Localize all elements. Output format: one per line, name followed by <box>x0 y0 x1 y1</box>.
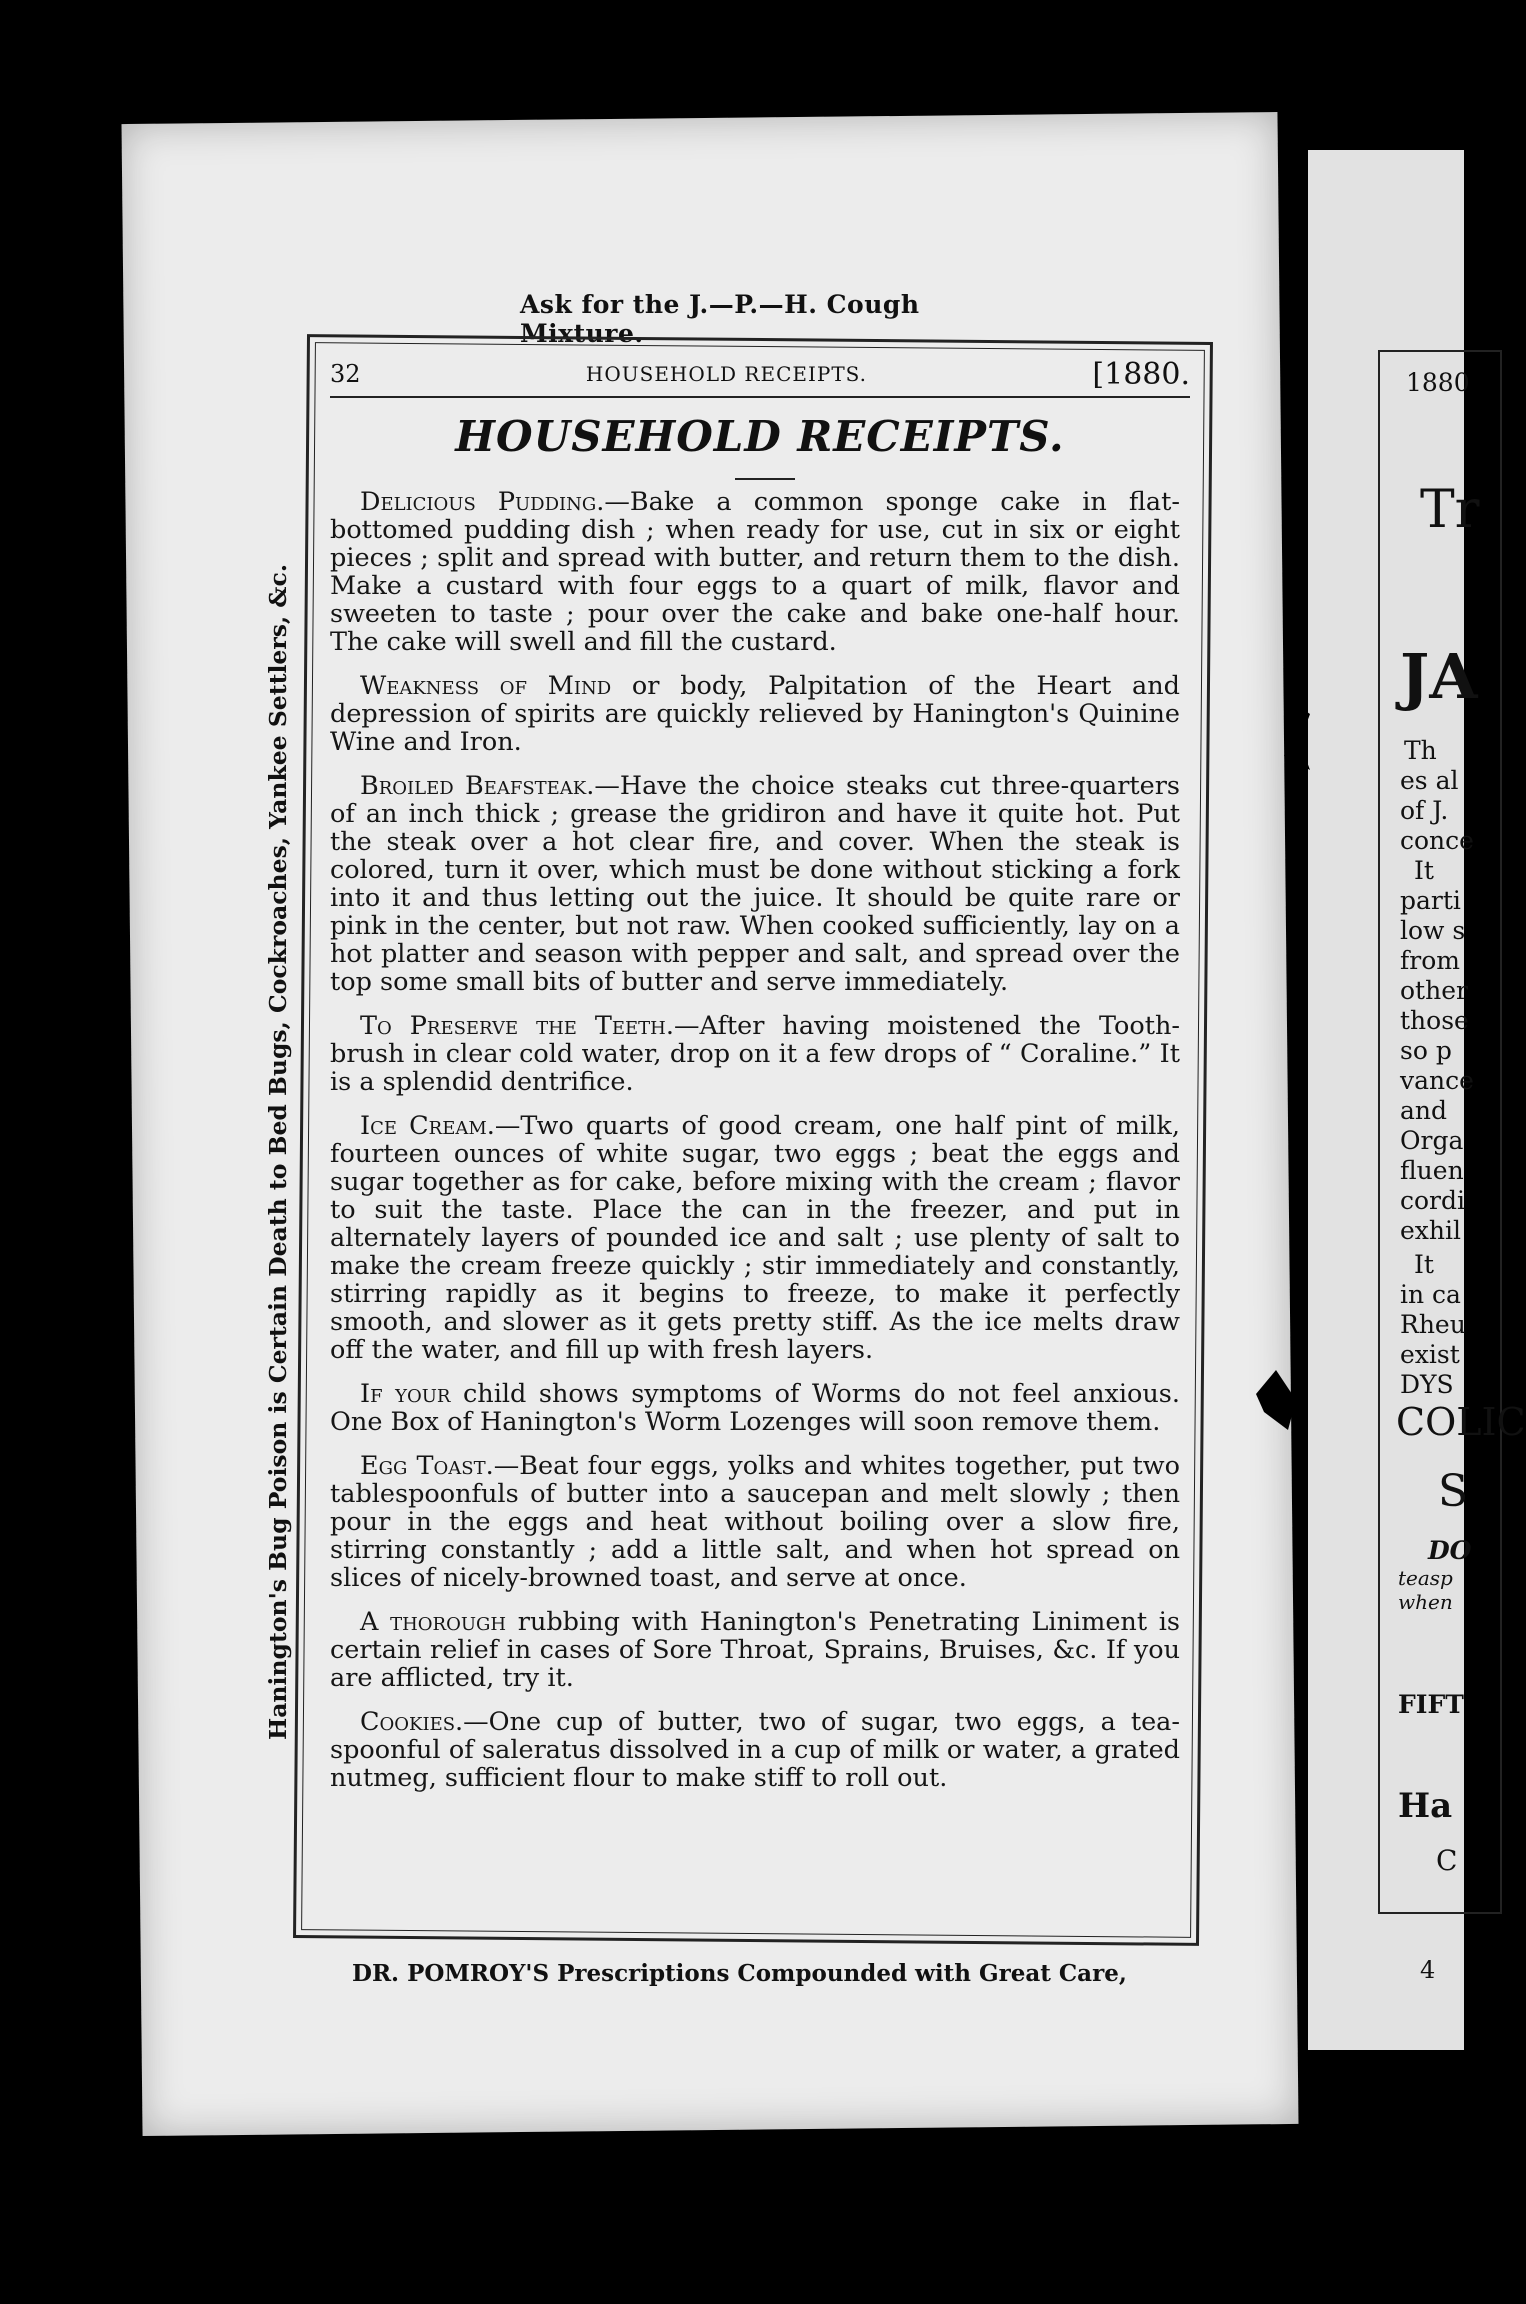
recipe-cookies <box>330 1708 1180 1792</box>
paragraph-text: child shows symptoms of Worms do not feel anxious. One Box of Hanington's Worm Lozenges will soon remove them. <box>330 1379 1181 1437</box>
page-number: 32 <box>330 360 361 388</box>
adjacent-fragment: C <box>1436 1844 1458 1877</box>
adjacent-fragment: conce <box>1400 826 1474 855</box>
paragraph-lead: Ice Cream. <box>360 1111 495 1141</box>
page-title: HOUSEHOLD RECEIPTS. <box>455 412 1065 461</box>
paragraph-lead: Egg Toast. <box>360 1451 494 1481</box>
paragraph-lead: To Preserve the Teeth. <box>360 1011 674 1041</box>
advert-preserve-teeth <box>330 1012 1180 1096</box>
adjacent-fragment: and <box>1400 1096 1448 1125</box>
adjacent-fragment: JA <box>1400 640 1478 713</box>
recipe-egg-toast <box>330 1452 1180 1592</box>
adjacent-fragment: when <box>1398 1590 1453 1614</box>
page-tear <box>1284 700 1310 770</box>
recipe-delicious-pudding <box>330 488 1180 656</box>
paragraph-text: —Beat four eggs, yolks and whites together, put two tablespoonfuls of butter into a saucepan and melt slowly ; then pour in the eggs and heat without boiling over a slow fire, stirring constantly ; add a little salt, and when hot spread on slices of nicely-browned toast, and serve at once. <box>330 1451 1180 1593</box>
advert-worm-lozenges <box>330 1380 1180 1436</box>
adjacent-fragment: Ha <box>1398 1786 1453 1826</box>
paragraph-lead: If your <box>360 1379 451 1409</box>
bottom-advertisement: DR. POMROY'S Prescriptions Compounded with Great Care, <box>352 1960 1127 1987</box>
adjacent-fragment: in ca <box>1400 1280 1461 1309</box>
year-label: [1880. <box>1092 356 1190 392</box>
adjacent-fragment: Orga <box>1400 1126 1464 1155</box>
adjacent-fragment: parti <box>1400 886 1461 915</box>
paragraph-lead: Broiled Beafsteak. <box>360 771 595 801</box>
adjacent-fragment: es al <box>1400 766 1459 795</box>
paragraph-text: or body, Palpitation of the Heart and depression of spirits are quickly relieved by Hanington's Quinine Wine and Iron. <box>330 671 1180 757</box>
advert-weakness-of-mind <box>330 672 1180 756</box>
adjacent-fragment: FIFT <box>1398 1690 1464 1719</box>
adjacent-fragment: so p <box>1400 1036 1452 1065</box>
running-header <box>330 352 1190 398</box>
adjacent-fragment: of J. <box>1400 796 1449 825</box>
paragraph-text: —After having moistened the Tooth-brush in clear cold water, drop on it a few drops of “ Coraline.” It is a splendid dentrifice. <box>330 1011 1180 1097</box>
paragraph-lead: Weakness of Mind <box>360 671 612 701</box>
recipe-broiled-beafsteak <box>330 772 1180 996</box>
adjacent-fragment: DYS <box>1400 1370 1454 1399</box>
adjacent-fragment: exist <box>1400 1340 1460 1369</box>
paragraph-text: —Two quarts of good cream, one half pint of milk, fourteen ounces of white sugar, two eggs ; beat the eggs and sugar together as for cake, before mixing with the cream ; flavor to suit the taste. Place the can in the freezer, and put in alternately layers of pounded ice and salt ; use plenty of salt to make the cream freeze quickly ; stir immediately and constantly, stirring rapidly as it begins to freeze, to make it perfectly smooth, and slower as it gets pretty stiff. As the ice melts draw off the water, and fill up with fresh layers. <box>330 1111 1180 1365</box>
advert-liniment <box>330 1608 1180 1692</box>
title-rule <box>735 478 795 480</box>
paragraph-text: rubbing with Hanington's Penetrating Liniment is certain relief in cases of Sore Throat, Sprains, Bruises, &c. If you are afflicted, try it. <box>330 1607 1180 1693</box>
paragraph-text: —One cup of butter, two of sugar, two eggs, a tea-spoonful of saleratus dissolved in a cup of milk or water, a grated nutmeg, sufficient flour to make stiff to roll out. <box>330 1707 1180 1793</box>
adjacent-fragment: vance <box>1400 1066 1474 1095</box>
adjacent-page-number: 4 <box>1420 1956 1436 1984</box>
adjacent-fragment: those <box>1400 1006 1469 1035</box>
adjacent-fragment: from <box>1400 946 1460 975</box>
recipe-content <box>330 488 1180 1808</box>
adjacent-fragment: Tr <box>1420 480 1480 540</box>
paragraph-text: —Have the choice steaks cut three-quarters of an inch thick ; grease the gridiron and have it quite hot. Put the steak over a hot clear fire, and cover. When the steak is colored, turn it over, which must be done without sticking a fork into it and thus letting out the juice. It should be quite rare or pink in the center, but not raw. When cooked sufficiently, lay on a hot platter and season with pepper and salt, and spread over the top some small bits of butter and serve immediately. <box>330 771 1181 997</box>
paragraph-text: —Bake a common sponge cake in flat-bottomed pudding dish ; when ready for use, cut in six or eight pieces ; split and spread with butter, and return them to the dish. Make a custard with four eggs to a quart of milk, flavor and sweeten to taste ; pour over the cake and bake one-half hour. The cake will swell and fill the custard. <box>330 487 1180 657</box>
adjacent-fragment: fluen <box>1400 1156 1464 1185</box>
adjacent-fragment: low s <box>1400 916 1466 945</box>
adjacent-fragment: exhil <box>1400 1216 1461 1245</box>
recipe-ice-cream <box>330 1112 1180 1364</box>
running-title: HOUSEHOLD RECEIPTS. <box>585 362 868 386</box>
paragraph-lead: Cookies. <box>360 1707 464 1737</box>
adjacent-fragment: S <box>1438 1466 1469 1517</box>
adjacent-fragment: COLIC <box>1396 1400 1526 1444</box>
adjacent-fragment: Th <box>1404 736 1437 765</box>
adjacent-fragment: other <box>1400 976 1468 1005</box>
adjacent-fragment: Rheu <box>1400 1310 1466 1339</box>
top-advertisement: Ask for the J.—P.—H. Cough Mixture. <box>520 290 920 348</box>
adjacent-fragment: DO <box>1428 1536 1472 1565</box>
paragraph-lead: Delicious Pudding. <box>360 487 605 517</box>
adjacent-fragment: 1880 <box>1406 368 1470 397</box>
side-advertisement: Hanington's Bug Poison is Certain Death to Bed Bugs, Cockroaches, Yankee Settlers, &c. <box>264 563 292 1740</box>
paragraph-lead: A thorough <box>360 1607 507 1637</box>
adjacent-fragment: It <box>1414 856 1434 885</box>
adjacent-fragment: It <box>1414 1250 1434 1279</box>
adjacent-fragment: cordi <box>1400 1186 1466 1215</box>
adjacent-fragment: teasp <box>1398 1566 1453 1590</box>
